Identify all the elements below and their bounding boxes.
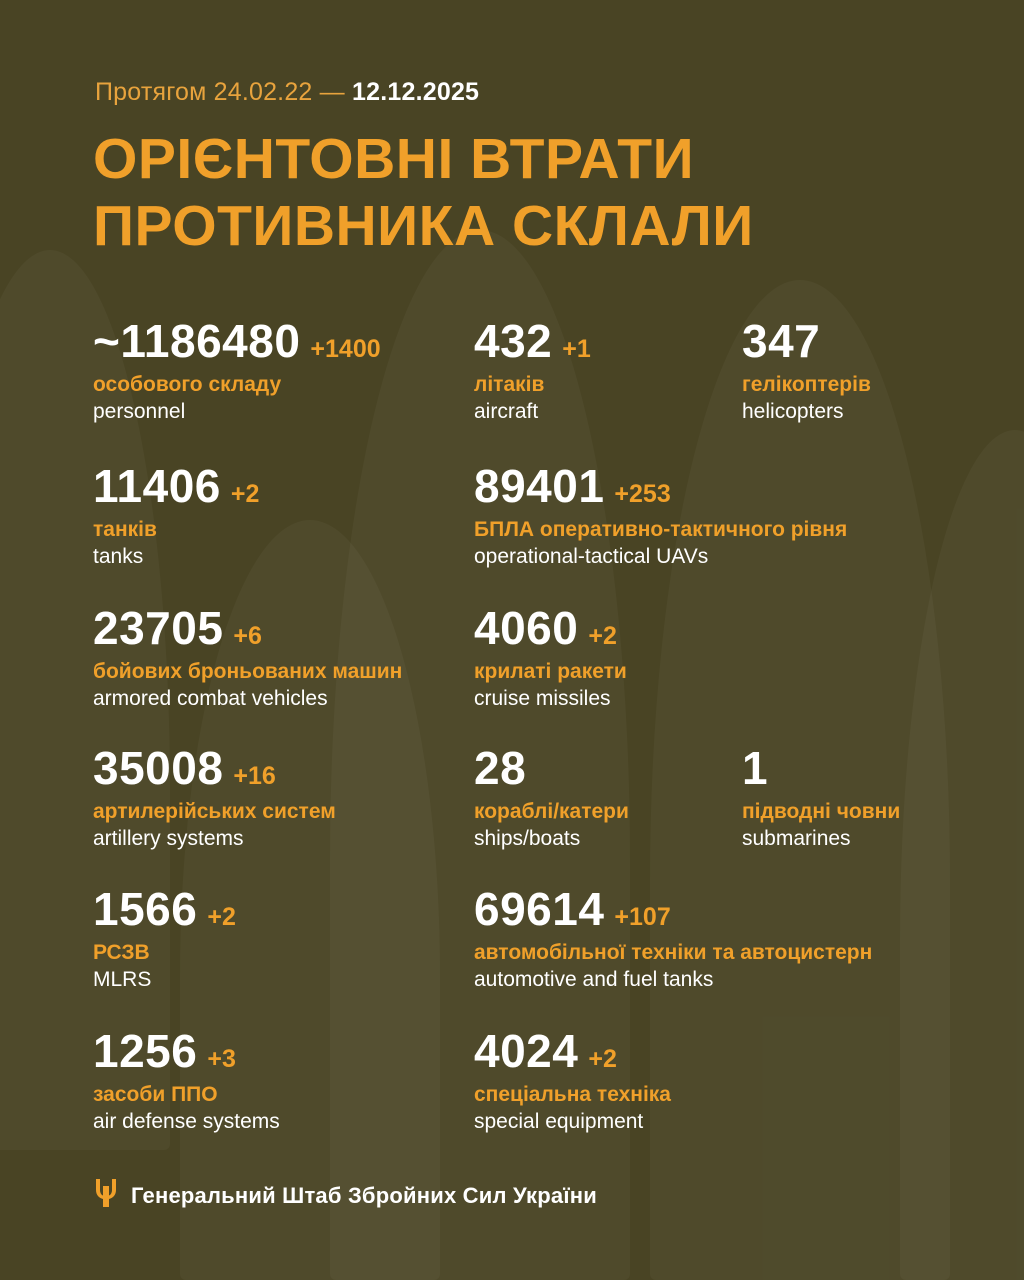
stat-value: 1 — [742, 742, 769, 794]
background-shape — [900, 430, 1024, 1280]
stat-delta: +2 — [588, 622, 617, 650]
trident-icon — [95, 1178, 117, 1213]
stat-label-ua: БПЛА оперативно-тактичного рівня — [474, 518, 848, 541]
footer — [95, 1178, 597, 1213]
report-period — [95, 78, 479, 107]
stat-item — [474, 460, 848, 569]
stat-delta: +253 — [614, 480, 671, 508]
stat-value-row — [474, 1025, 671, 1077]
stat-value: 1256 — [93, 1025, 198, 1077]
stat-label-ua: бойових броньованих машин — [93, 660, 403, 683]
stat-label-en: cruise missiles — [474, 687, 611, 711]
stat-label-en: aircraft — [474, 400, 539, 424]
stat-value: 23705 — [93, 602, 224, 654]
stat-label-ua: гелікоптерів — [742, 373, 871, 396]
stat-value: 11406 — [93, 460, 221, 512]
stat-delta: +3 — [207, 1045, 236, 1073]
stat-label-en: operational-tactical UAVs — [474, 545, 709, 569]
period-prefix: Протягом 24.02.22 — — [95, 78, 353, 106]
stat-value: 347 — [742, 315, 821, 367]
stat-item — [93, 883, 236, 992]
stat-label-ua: особового складу — [93, 373, 282, 396]
stat-delta: +2 — [230, 480, 260, 508]
stat-value: 4024 — [474, 1025, 579, 1077]
stat-label-en: special equipment — [474, 1110, 644, 1134]
stat-value-row — [474, 602, 627, 654]
stat-value-row — [742, 742, 900, 794]
stat-label-en: personnel — [93, 400, 186, 424]
stat-value-row — [93, 602, 402, 654]
stat-value-row — [474, 742, 629, 794]
stat-delta: +1400 — [310, 335, 381, 363]
stat-value: 89401 — [474, 460, 605, 512]
stat-item — [93, 1025, 280, 1134]
stat-value: 1566 — [93, 883, 198, 935]
stat-value: ~1186480 — [93, 315, 301, 367]
stat-label-en: armored combat vehicles — [93, 687, 328, 711]
stat-value: 69614 — [474, 883, 605, 935]
stat-label-en: automotive and fuel tanks — [474, 968, 714, 992]
stat-value: 35008 — [93, 742, 224, 794]
stat-item — [474, 315, 591, 424]
stat-label-ua: автомобільної техніки та автоцистерн — [474, 941, 873, 964]
stat-label-ua: засоби ППО — [93, 1083, 218, 1106]
stat-value: 28 — [474, 742, 527, 794]
stat-item — [742, 742, 901, 851]
headline-line-2: ПРОТИВНИКА СКЛАЛИ — [93, 193, 754, 258]
stat-label-en: ships/boats — [474, 827, 581, 851]
stat-item — [93, 315, 381, 424]
stat-item — [93, 742, 336, 851]
stat-item — [93, 460, 260, 569]
stat-label-en: tanks — [93, 545, 144, 569]
stat-label-en: submarines — [742, 827, 851, 851]
stat-value-row — [742, 315, 871, 367]
stat-value-row — [474, 315, 591, 367]
page-title — [93, 126, 754, 259]
stat-label-ua: спеціальна техніка — [474, 1083, 671, 1106]
stat-label-en: helicopters — [742, 400, 844, 424]
stat-value: 432 — [474, 315, 553, 367]
period-date: 12.12.2025 — [352, 78, 480, 106]
stat-delta: +16 — [233, 762, 276, 790]
stat-value-row — [474, 460, 847, 512]
stat-delta: +6 — [233, 622, 262, 650]
stat-delta: +2 — [588, 1045, 617, 1073]
stat-label-en: artillery systems — [93, 827, 244, 851]
stat-value-row — [93, 883, 236, 935]
stat-label-ua: РСЗВ — [93, 941, 150, 964]
stat-label-ua: кораблі/катери — [474, 800, 629, 823]
stat-item — [474, 602, 627, 711]
stat-value-row — [93, 742, 336, 794]
stat-value-row — [93, 1025, 280, 1077]
stat-delta: +1 — [562, 335, 591, 363]
stat-label-en: MLRS — [93, 968, 152, 992]
stat-label-ua: танків — [93, 518, 157, 541]
stat-label-ua: підводні човни — [742, 800, 901, 823]
stat-value: 4060 — [474, 602, 579, 654]
stat-label-ua: крилаті ракети — [474, 660, 627, 683]
stat-value-row — [93, 315, 381, 367]
stat-item — [742, 315, 871, 424]
stat-value-row — [474, 883, 872, 935]
stat-value-row — [93, 460, 260, 512]
stat-delta: +107 — [614, 903, 671, 931]
stat-item — [474, 883, 873, 992]
stat-label-ua: артилерійських систем — [93, 800, 336, 823]
stat-item — [474, 1025, 671, 1134]
stat-item — [474, 742, 629, 851]
stat-item — [93, 602, 403, 711]
headline-line-1: ОРІЄНТОВНІ ВТРАТИ — [93, 127, 695, 191]
stat-label-ua: літаків — [474, 373, 545, 396]
stat-label-en: air defense systems — [93, 1110, 280, 1134]
footer-text: Генеральний Штаб Збройних Сил України — [131, 1182, 597, 1208]
stat-delta: +2 — [207, 903, 236, 931]
